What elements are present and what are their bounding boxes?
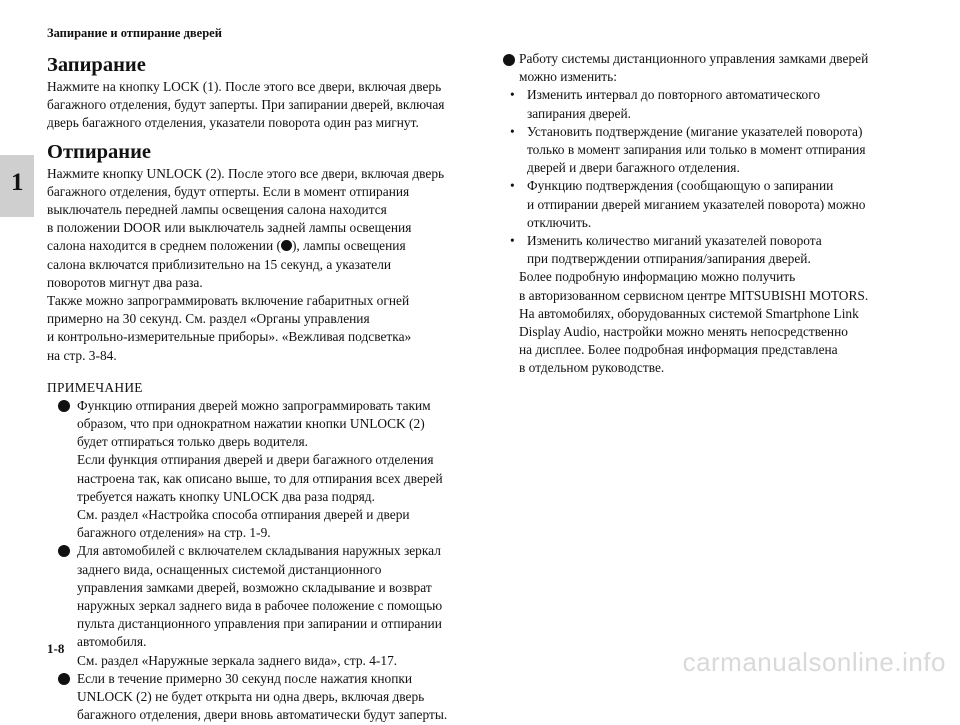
note-item <box>47 542 462 669</box>
bullet-dot-icon <box>58 673 70 685</box>
watermark: carmanualsonline.info <box>682 647 946 677</box>
bullet-marker: • <box>510 178 515 194</box>
page-number: 1-8 <box>47 641 65 656</box>
list-item-text: Изменить интервал до повторного автоматического запирания дверей. <box>527 87 821 121</box>
remote-settings-intro <box>503 50 908 86</box>
bullet-marker: • <box>510 123 515 139</box>
list-item-text: Функцию подтверждения (сообщающую о запирании и отпирании дверей миганием указателей поворота) можно отключить. <box>527 178 866 230</box>
unlocking-text-part-2: ), лампы освещения салона включатся приблизительно на 15 секунд, а указатели поворотов мигнут два раза. Также можно запрограммировать включение габаритных огней примерно на 30 секунд. См. раздел «Органы управления и контрольно-измерительные приборы». «Вежливая подсветка» на стр. 3-84. <box>47 238 412 363</box>
bullet-dot-icon <box>58 400 70 412</box>
chapter-tab <box>0 155 34 217</box>
running-header: Запирание и отпирание дверей <box>47 26 222 40</box>
list-item <box>503 232 908 268</box>
bullet-dot-icon <box>503 54 515 66</box>
bullet-marker: • <box>510 87 515 103</box>
note-item <box>47 670 462 725</box>
list-item <box>503 86 908 122</box>
list-item-text: Изменить количество миганий указателей поворота при подтверждении отпирания/запирания дверей. <box>527 233 822 267</box>
note-item-text: Если в течение примерно 30 секунд после нажатия кнопки UNLOCK (2) не будет открыта ни одна дверь, включая дверь багажного отделения, двери вновь автоматически будут заперты. <box>77 670 448 723</box>
note-item-text: Функцию отпирания дверей можно запрограммировать таким образом, что при однократном нажатии кнопки UNLOCK (2) будет отпираться только дверь водителя. Если функция отпирания дверей и двери багажного отделения настроена так, как описано выше, то для отпирания всех дверей требуется нажать кнопку UNLOCK два раза подряд. См. раздел «Настройка способа отпирания дверей и двери багажного отделения» на стр. 1-9. <box>77 397 443 541</box>
right-column <box>503 50 908 378</box>
unlocking-text <box>47 165 462 365</box>
intro-text: Работу системы дистанционного управления замками дверей можно изменить: <box>519 51 869 85</box>
list-item <box>503 123 908 178</box>
left-column <box>47 52 462 725</box>
list-item <box>503 177 908 232</box>
locking-text: Нажмите на кнопку LOCK (1). После этого все двери, включая дверь багажного отделения, будут заперты. При запирании дверей, включая дверь багажного отделения, указатели поворота один раз мигнут. <box>47 79 445 131</box>
middle-position-dot-icon <box>281 240 292 251</box>
note-item <box>47 397 462 543</box>
bullet-dot-icon <box>58 545 70 557</box>
unlocking-heading: Отпирание <box>47 140 152 163</box>
chapter-tab-number: 1 <box>11 169 24 196</box>
bullet-marker: • <box>510 233 515 249</box>
locking-heading: Запирание <box>47 54 146 76</box>
outro-text: Более подробную информацию можно получить в авторизованном сервисном центре MITSUBISHI MOTORS. На автомобилях, оборудованных системой Smartphone Link Display Audio, настройки можно менять непосредственно на дисплее. Более подробная информация представлена в отдельном руководстве. <box>519 269 869 376</box>
list-item-text: Установить подтверждение (мигание указателей поворота) только в момент запирания или только в момент отпирания дверей и двери багажного отделения. <box>527 123 866 176</box>
note-item-text: Для автомобилей с включателем складывания наружных зеркал заднего вида, оснащенных системой дистанционного управления замками дверей, возможно складывание и возврат наружных зеркал заднего вида в рабочее положение с помощью пульта дистанционного управления при запирании и отпирании автомобиля. См. раздел «Наружные зеркала заднего вида», стр. 4-17. <box>77 543 443 668</box>
note-title: ПРИМЕЧАНИЕ <box>47 379 143 395</box>
unlocking-text-part-1: Нажмите кнопку UNLOCK (2). После этого все двери, включая дверь багажного отделения, будут отперты. Если в момент отпирания выключатель передней лампы освещения салона находится в положении DOOR или выключатель задней лампы освещения салона находится в среднем положении ( <box>47 165 445 254</box>
